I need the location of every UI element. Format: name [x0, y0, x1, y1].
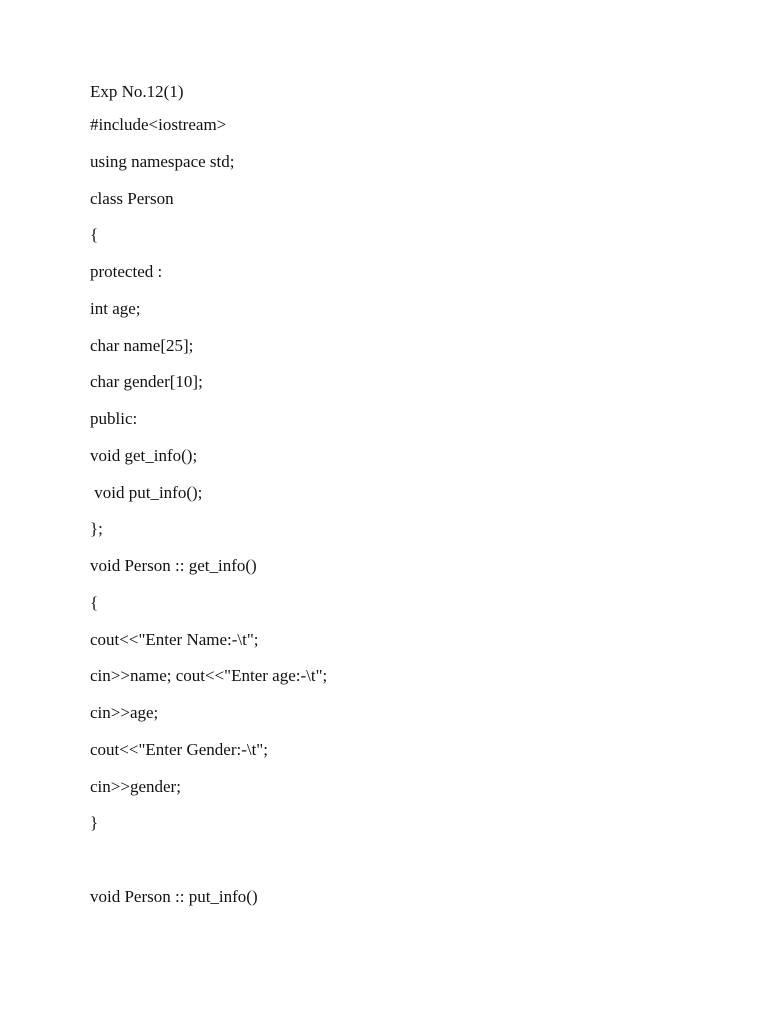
code-line: };: [90, 519, 103, 539]
code-line: using namespace std;: [90, 151, 235, 171]
code-line: {: [90, 225, 99, 245]
blank-line: [90, 850, 327, 887]
code-line: cout<<"Enter Gender:-\t";: [90, 739, 268, 759]
code-line: char gender[10];: [90, 372, 203, 392]
code-line: cin>>gender;: [90, 776, 181, 796]
code-line: cin>>name; cout<<"Enter age:-\t";: [90, 666, 328, 686]
code-line: public:: [90, 409, 138, 428]
code-line: cout<<"Enter Name:-\t";: [90, 629, 259, 649]
code-line: void put_info();: [90, 482, 203, 502]
code-line: protected :: [90, 262, 163, 281]
code-line: #include<iostream>: [90, 115, 227, 134]
code-line: char name[25];: [90, 335, 194, 355]
code-line: class Person: [90, 188, 174, 208]
code-line: void Person :: put_info(): [90, 886, 258, 906]
code-line: }: [90, 813, 99, 833]
code-line: void get_info();: [90, 445, 198, 465]
code-line: void Person :: get_info(): [90, 556, 257, 575]
code-line: int age;: [90, 298, 141, 318]
code-line: {: [90, 592, 99, 612]
code-line: cin>>age;: [90, 703, 159, 722]
code-listing: [90, 115, 327, 924]
experiment-heading: Exp No.12(1): [90, 82, 184, 101]
